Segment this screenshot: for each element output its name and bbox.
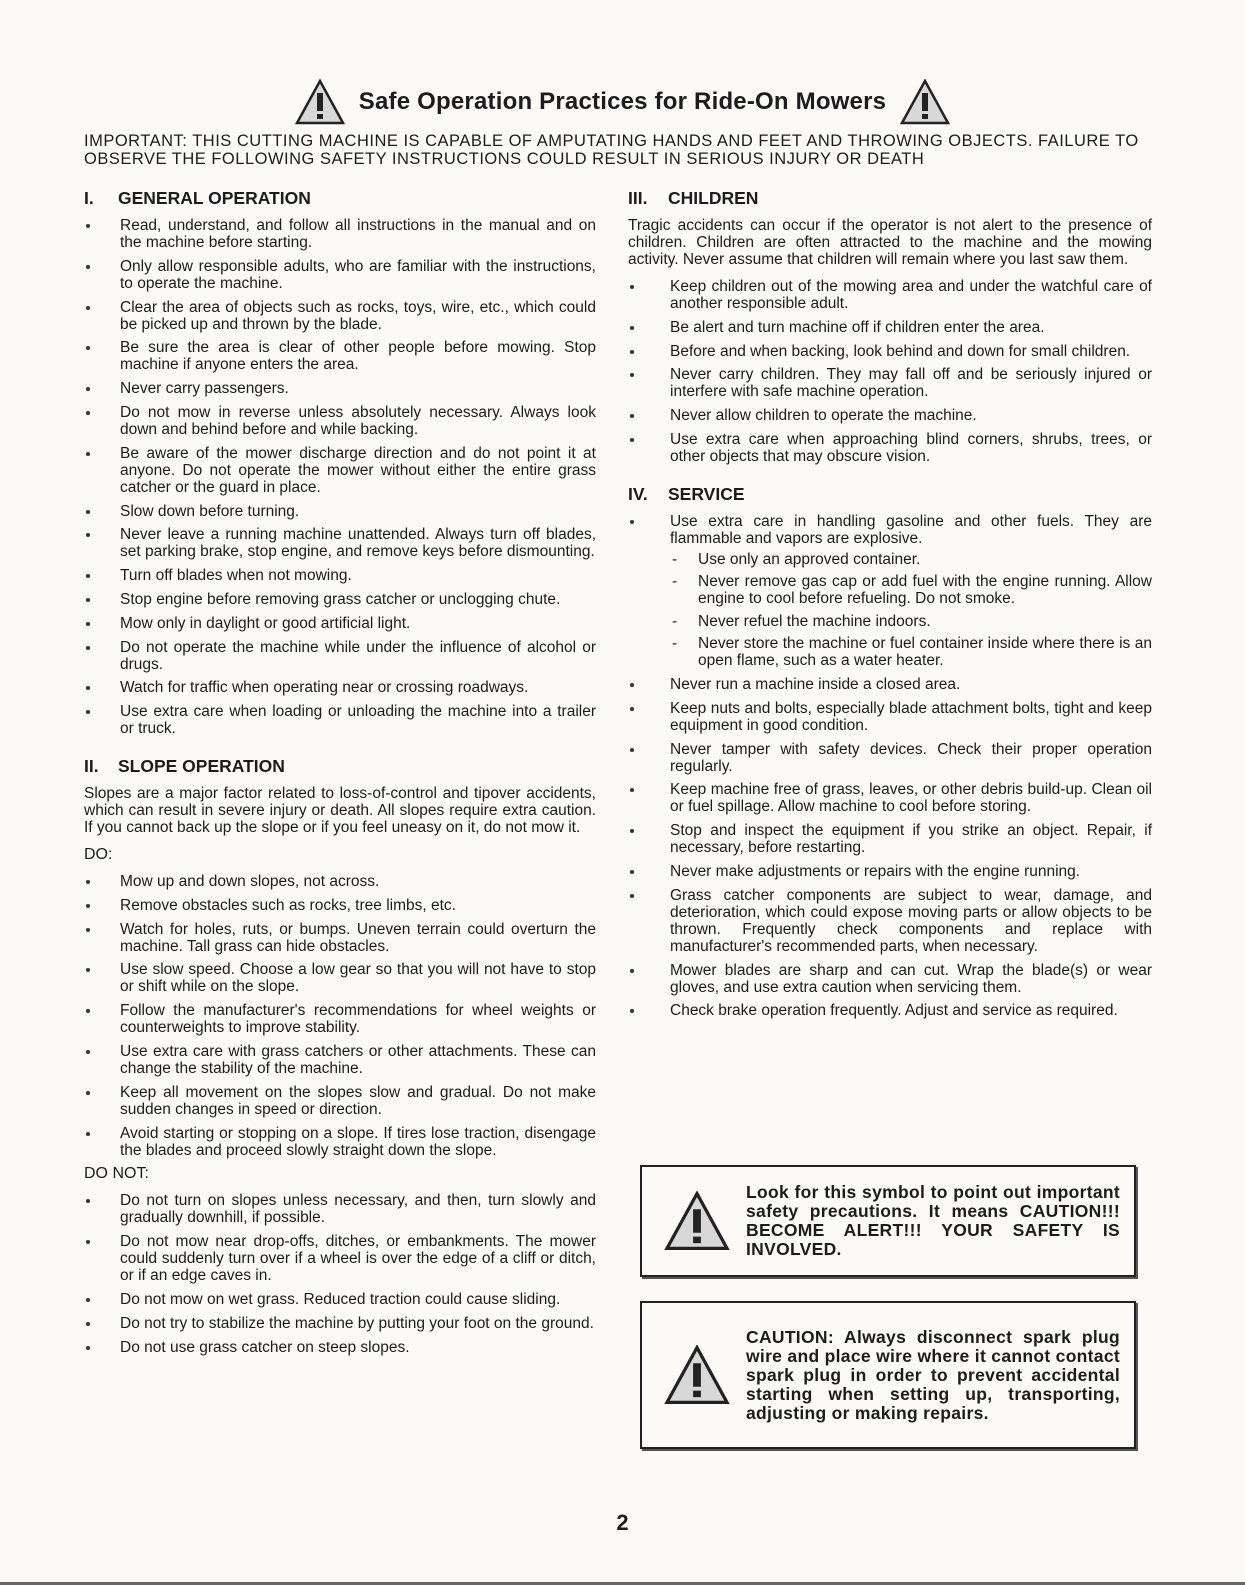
section-number: IV. [628, 483, 648, 504]
do-not-heading: DO NOT: [84, 1165, 149, 1183]
list-item: Use slow speed. Choose a low gear so that you will not have to stop or shift while on the slope. [84, 961, 596, 995]
section-title: SLOPE OPERATION [118, 755, 285, 776]
warning-triangle-icon [664, 1345, 730, 1405]
list-item: Turn off blades when not mowing. [84, 567, 596, 584]
title-row [0, 74, 1245, 130]
fuel-sub-list [670, 551, 1152, 670]
list-item: Do not use grass catcher on steep slopes. [84, 1339, 596, 1356]
section-title: GENERAL OPERATION [118, 188, 311, 208]
list-item: Keep nuts and bolts, especially blade attachment bolts, tight and keep equipment in good condition. [628, 700, 1152, 734]
slope-intro: Slopes are a major factor related to loss-of-control and tipover accidents, which can result in severe injury or death. All slopes require extra caution. If you cannot back up the slope or if you feel uneasy on it, do not mow it. [84, 784, 596, 836]
list-item: Do not mow in reverse unless absolutely necessary. Always look down and behind before and while backing. [84, 404, 596, 438]
list-item: Be alert and turn machine off if children enter the area. [628, 319, 1152, 336]
do-list [84, 873, 596, 1159]
list-item: Remove obstacles such as rocks, tree limbs, etc. [84, 897, 596, 914]
list-item: Do not turn on slopes unless necessary, and then, turn slowly and gradually downhill, if possible. [84, 1192, 596, 1226]
section-number: II. [84, 755, 99, 776]
section-heading-children [628, 190, 1152, 207]
important-warning [84, 132, 1169, 168]
caution-text: CAUTION: Always disconnect spark plug wire and place wire where it cannot contact spark plug in order to prevent accidental starting when setting up, transporting, adjusting or making repairs. [746, 1326, 1120, 1423]
warning-triangle-icon [295, 79, 345, 125]
list-item: Never allow children to operate the machine. [628, 407, 1152, 424]
sub-list-item: - Never remove gas cap or add fuel with the engine running. Allow engine to cool before refueling. Do not smoke. [670, 573, 1152, 607]
list-item: Before and when backing, look behind and down for small children. [628, 343, 1152, 360]
list-item: Never carry children. They may fall off and be seriously injured or interfere with safe machine operation. [628, 366, 1152, 400]
page-number: 2 [616, 1510, 629, 1535]
list-item: Be aware of the mower discharge direction and do not point it at anyone. Do not operate the mower without either the entire grass catcher or the guard in place. [84, 445, 596, 496]
list-item: Do not mow near drop-offs, ditches, or embankments. The mower could suddenly turn over if a wheel is over the edge of a cliff or ditch, or if an edge caves in. [84, 1233, 596, 1284]
list-item: Stop and inspect the equipment if you strike an object. Repair, if necessary, before restarting. [628, 822, 1152, 856]
section-number: I. [84, 188, 94, 208]
general-list [84, 217, 596, 737]
list-item: Keep machine free of grass, leaves, or other debris build-up. Clean oil or fuel spillage. Allow machine to cool before storing. [628, 781, 1152, 815]
caution-notice [640, 1301, 1136, 1449]
right-column [628, 190, 1152, 1026]
safety-symbol-text: Look for this symbol to point out important safety precautions. It means CAUTION!!! BECOME ALERT!!! YOUR SAFETY IS INVOLVED. [746, 1182, 1120, 1259]
list-item: Do not operate the machine while under the influence of alcohol or drugs. [84, 639, 596, 673]
safety-symbol-notice [640, 1165, 1136, 1277]
left-column [84, 190, 596, 1362]
list-item: Grass catcher components are subject to wear, damage, and deterioration, which could expose moving parts or allow objects to be thrown. Frequently check components and replace with manufacturer's recommended parts, when necessary. [628, 887, 1152, 955]
do-heading: DO: [84, 845, 113, 863]
list-item: Never run a machine inside a closed area. [628, 676, 1152, 693]
list-item: Use extra care when approaching blind corners, shrubs, trees, or other objects that may obscure vision. [628, 431, 1152, 465]
list-item: Clear the area of objects such as rocks, toys, wire, etc., which could be picked up and thrown by the blade. [84, 299, 596, 333]
list-item: Use extra care when loading or unloading the machine into a trailer or truck. [84, 703, 596, 737]
list-item: Never carry passengers. [84, 380, 596, 397]
list-item: Never leave a running machine unattended. Always turn off blades, set parking brake, stop engine, and remove keys before dismounting. [84, 526, 596, 560]
service-list [628, 513, 1152, 1020]
important-label: IMPORTANT: [84, 132, 188, 150]
list-item: Mower blades are sharp and can cut. Wrap the blade(s) or wear gloves, and use extra caution when servicing them. [628, 962, 1152, 996]
list-item: Keep children out of the mowing area and under the watchful care of another responsible adult. [628, 278, 1152, 312]
list-item: Stop engine before removing grass catcher or unclogging chute. [84, 591, 596, 608]
list-item: Never tamper with safety devices. Check their proper operation regularly. [628, 741, 1152, 775]
children-list [628, 278, 1152, 465]
do-not-list [84, 1192, 596, 1355]
list-item: Slow down before turning. [84, 503, 596, 520]
sub-list-item: - Use only an approved container. [670, 551, 1152, 568]
section-number: III. [628, 188, 648, 208]
list-item: Watch for holes, ruts, or bumps. Uneven terrain could overturn the machine. Tall grass can hide obstacles. [84, 921, 596, 955]
section-title: SERVICE [668, 483, 745, 504]
section-heading-service [628, 483, 1152, 504]
list-item: Mow only in daylight or good artificial light. [84, 615, 596, 632]
section-heading-general [84, 190, 596, 207]
list-item: Mow up and down slopes, not across. [84, 873, 596, 890]
list-item: Avoid starting or stopping on a slope. If tires lose traction, disengage the blades and proceed slowly straight down the slope. [84, 1125, 596, 1159]
sub-list-item: - Never store the machine or fuel container inside where there is an open flame, such as a water heater. [670, 635, 1152, 669]
list-item-text: Use extra care in handling gasoline and other fuels. They are flammable and vapors are explosive. [670, 512, 1152, 547]
list-item: Follow the manufacturer's recommendations for wheel weights or counterweights to improve stability. [84, 1002, 596, 1036]
list-item: Read, understand, and follow all instructions in the manual and on the machine before starting. [84, 217, 596, 251]
section-title: CHILDREN [668, 188, 759, 208]
list-item: Do not try to stabilize the machine by putting your foot on the ground. [84, 1315, 596, 1332]
sub-list-item: - Never refuel the machine indoors. [670, 613, 1152, 630]
page-title: Safe Operation Practices for Ride-On Mowers [358, 88, 887, 115]
list-item [628, 513, 1152, 670]
warning-triangle-icon [900, 79, 950, 125]
list-item: Check brake operation frequently. Adjust and service as required. [628, 1002, 1152, 1019]
list-item: Only allow responsible adults, who are familiar with the instructions, to operate the machine. [84, 258, 596, 292]
list-item: Watch for traffic when operating near or crossing roadways. [84, 679, 596, 696]
list-item: Use extra care with grass catchers or other attachments. These can change the stability of the machine. [84, 1043, 596, 1077]
list-item: Keep all movement on the slopes slow and gradual. Do not make sudden changes in speed or direction. [84, 1084, 596, 1118]
children-intro: Tragic accidents can occur if the operator is not alert to the presence of children. Children are often attracted to the machine and the mowing activity. Never assume that children will remain where you last saw them. [628, 217, 1152, 268]
list-item: Never make adjustments or repairs with the engine running. [628, 863, 1152, 880]
warning-triangle-icon [664, 1191, 730, 1251]
section-heading-slope [84, 755, 596, 776]
list-item: Do not mow on wet grass. Reduced traction could cause sliding. [84, 1291, 596, 1308]
important-text: THIS CUTTING MACHINE IS CAPABLE OF AMPUTATING HANDS AND FEET AND THROWING OBJECTS. FAILURE TO OBSERVE THE FOLLOWING SAFETY INSTRUCTIONS COULD RESULT IN SERIOUS INJURY OR DEATH [84, 132, 1139, 168]
list-item: Be sure the area is clear of other people before mowing. Stop machine if anyone enters the area. [84, 339, 596, 373]
